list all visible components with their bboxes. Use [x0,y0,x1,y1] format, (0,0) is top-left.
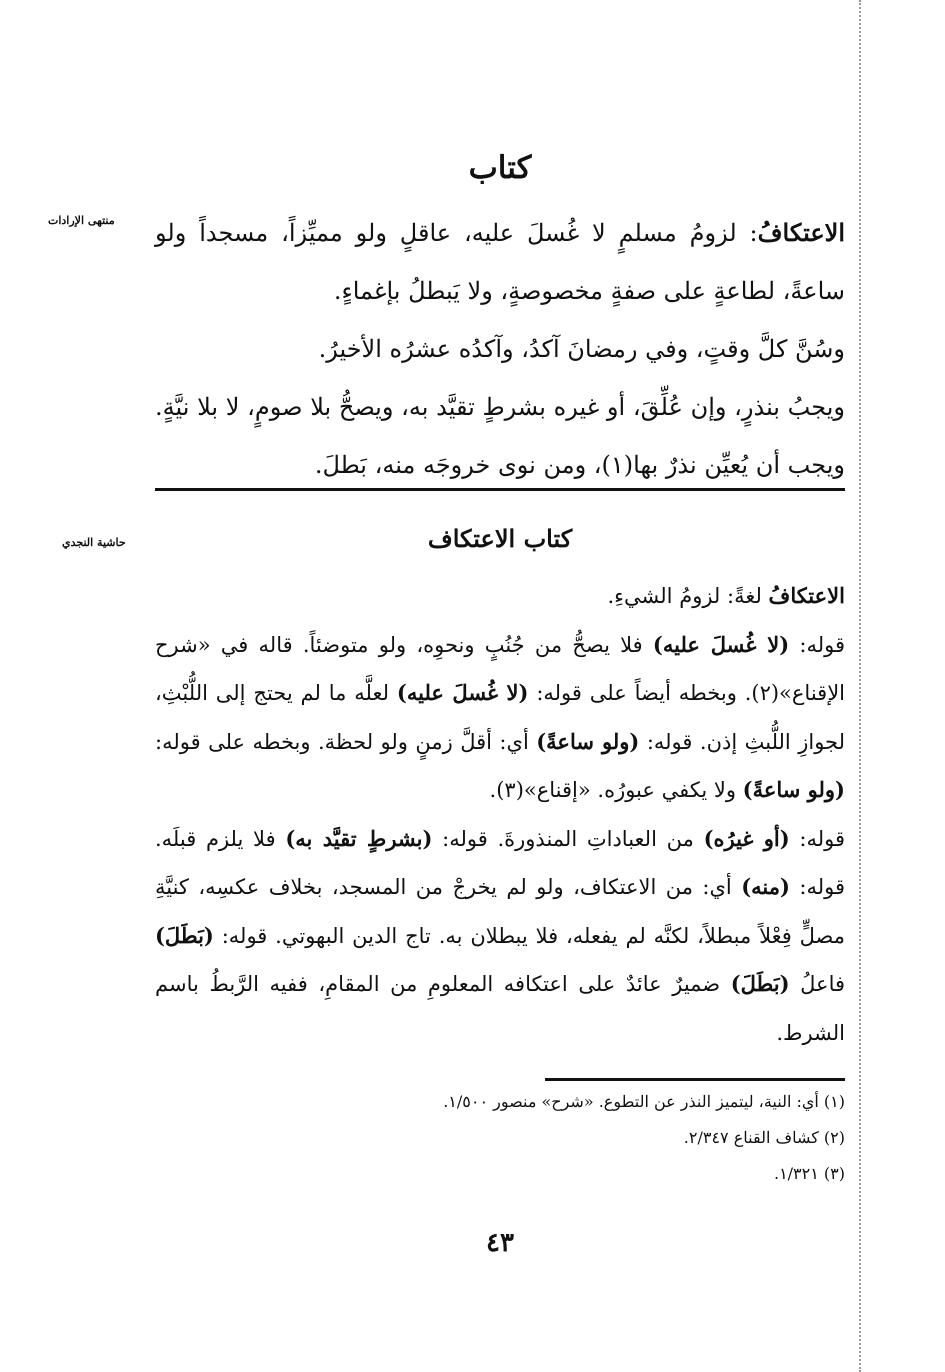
commentary-segment: ضميرٌ عائدٌ على اعتكافه المعلومِ من المقامِ، ففيه الرَّبطُ باسم الشرط. [155,972,845,1045]
commentary-bold-segment: (ولو ساعةً) [742,777,845,802]
section-divider [155,488,845,491]
commentary-segment: أي: أقلَّ زمنٍ ولو لحظة. وبخطه على قوله: [155,729,537,754]
main-segment: وسُنَّ كلَّ وقتٍ، وفي رمضانَ آكدُ، وآكدُه عشرُه الأخيرُ. [318,335,845,363]
commentary-segment: فلا يلزم قبلَه. قوله: [155,826,846,899]
main-segment: ويجبُ بنذرٍ، وإن عُلِّقَ، أو غيره بشرطٍ تقيَّد به، ويصحُّ بلا صومٍ، لا بلا نيَّةٍ. ويجب أن يُعيِّن نذرٌ بها(١)، ومن نوى خروجَه منه، بَطلَ. [155,393,845,479]
commentary-title: كتاب الاعتكاف [427,524,573,553]
commentary-segment: ولا يكفي عبورُه. «إقناع»(٣). [489,778,743,802]
footnotes [155,1084,845,1192]
main-paragraph [155,204,845,320]
commentary-bold-segment: (ولو ساعةً) [536,728,640,754]
footnote: (١) أي: النية، ليتميز النذر عن التطوع. «شرح» منصور ١/٥٠٠. [443,1092,845,1111]
main-bold-segment: الاعتكافُ [757,218,845,247]
footnote-divider [545,1078,845,1081]
commentary-text [155,572,845,1057]
commentary-bold-segment: (لا غُسلَ عليه) [652,631,790,657]
commentary-segment: قوله: [789,826,845,851]
commentary-segment: فاعلُ [789,972,846,996]
commentary-paragraph [155,572,845,621]
commentary-bold-segment: (لا غُسلَ عليه) [396,680,529,705]
main-paragraph [155,320,845,378]
footnote: (٢) كشاف القناع ٢/٣٤٧. [683,1128,845,1147]
page-edge-dotted-line [859,0,861,1372]
commentary-paragraph [155,815,845,1058]
margin-label-top: منتهى الإرادات [48,214,115,227]
commentary-segment: من العباداتِ المنذورةَ. قوله: [432,826,704,851]
commentary-segment: لغةً: لزومُ الشيءِ. [607,584,769,608]
commentary-bold-segment: (منه) [741,874,790,899]
commentary-segment: فلا يصحُّ من جُنُبٍ ونحوِه، ولو متوضئاً. قاله في «شرح الإقناع»(٢). وبخطه أيضاً على قوله: [155,632,845,705]
main-paragraph [155,378,845,494]
main-title: كتاب [468,150,532,186]
commentary-bold-segment: الاعتكافُ [768,583,845,608]
main-segment: : لزومُ مسلمٍ لا غُسلَ عليه، عاقلٍ ولو مميِّزاً، مسجداً ولو ساعةً، لطاعةٍ على صفةٍ مخصوصةٍ، ولا يَبطلُ بإغماءٍ. [155,219,845,305]
commentary-paragraph [155,621,845,815]
margin-label-bottom: حاشية النجدي [62,536,126,549]
commentary-segment: أي: من الاعتكاف، ولو لم يخرجْ من المسجد، بخلاف عكسِه، كنيَّةِ مصلٍّ فِعْلاً مبطلاً، لكنَّه لم يفعله، فلا يبطلان به. تاج الدين البهوتي. قوله: [155,875,845,948]
commentary-segment: قوله: [789,632,846,657]
commentary-bold-segment: (بشرطٍ تقيَّد به) [285,825,433,851]
page-number: ٤٣ [486,1228,514,1258]
commentary-bold-segment: (بَطَلَ) [730,971,790,996]
commentary-bold-segment: (بَطَلَ) [155,922,214,948]
commentary-bold-segment: (أو غيرُه) [703,825,790,851]
commentary-segment: لعلَّه ما لم يحتج إلى اللُّبْثِ، لجوازِ اللُّبثِ إذن. قوله: [155,681,845,754]
footnote: (٣) ١/٣٢١. [773,1164,845,1183]
main-text [155,204,845,494]
